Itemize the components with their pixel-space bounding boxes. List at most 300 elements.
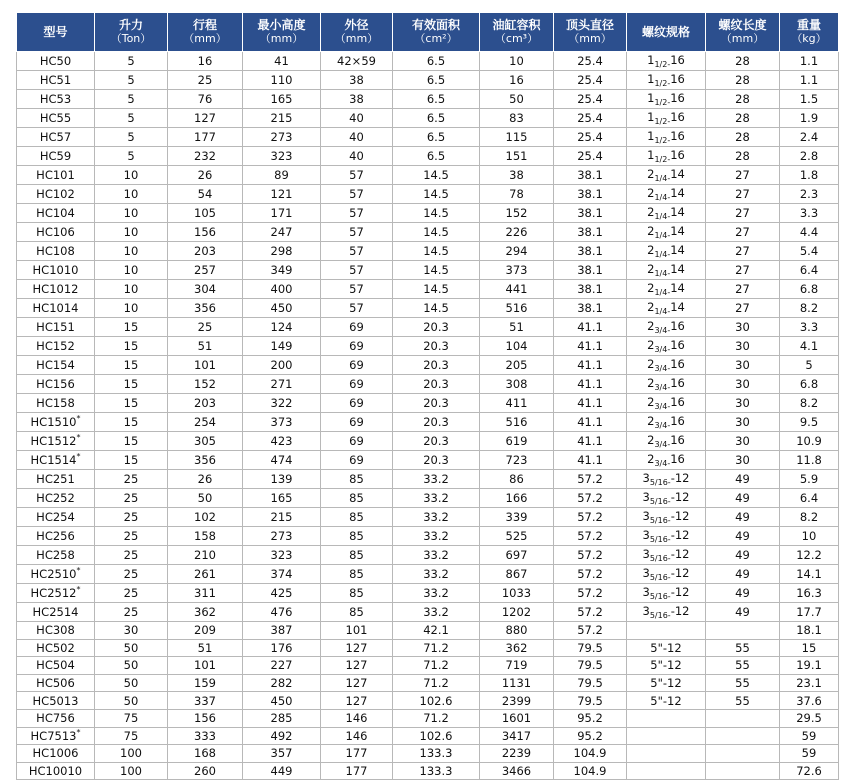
thread-fraction: 3/4- bbox=[654, 364, 671, 373]
cell-thread-spec bbox=[627, 674, 706, 692]
cell-model bbox=[17, 185, 95, 204]
model-text: HC1510 bbox=[30, 415, 77, 429]
cell-weight: 8.2 bbox=[780, 394, 839, 413]
cell-thread-length: 55 bbox=[706, 639, 780, 657]
model-text: HC308 bbox=[36, 623, 75, 638]
cell-head-diameter: 41.1 bbox=[554, 413, 627, 432]
cell-model bbox=[17, 745, 95, 763]
thread-pitch: 16 bbox=[670, 319, 685, 333]
cell-outer-diameter: 85 bbox=[321, 546, 393, 565]
cell-min-height: 298 bbox=[243, 242, 321, 261]
model-text: HC108 bbox=[36, 244, 75, 258]
model-text: HC504 bbox=[36, 658, 75, 673]
header-thread-length bbox=[706, 13, 780, 52]
cell-thread-length: 30 bbox=[706, 318, 780, 337]
cell-thread-length: 27 bbox=[706, 166, 780, 185]
cell-thread-spec bbox=[627, 242, 706, 261]
cell-min-height: 89 bbox=[243, 166, 321, 185]
thread-main: 2 bbox=[647, 205, 655, 219]
thread-fraction: 1/2- bbox=[654, 117, 671, 126]
thread-pitch: 14 bbox=[670, 243, 685, 257]
cell-stroke: 54 bbox=[168, 185, 243, 204]
cylinder-spec-table bbox=[16, 12, 839, 780]
cell-effective-area: 133.3 bbox=[393, 762, 480, 780]
cell-stroke: 16 bbox=[168, 52, 243, 71]
cell-min-height: 323 bbox=[243, 147, 321, 166]
thread-pitch: 14 bbox=[670, 262, 685, 276]
cell-min-height: 215 bbox=[243, 109, 321, 128]
cell-thread-length bbox=[706, 727, 780, 745]
cell-oil-volume: 3417 bbox=[480, 727, 554, 745]
cell-thread-length: 27 bbox=[706, 261, 780, 280]
thread-main: 1 bbox=[647, 129, 655, 143]
model-text: HC1512 bbox=[30, 434, 77, 448]
cell-thread-spec bbox=[627, 375, 706, 394]
cell-stroke: 177 bbox=[168, 128, 243, 147]
cell-capacity: 15 bbox=[95, 394, 168, 413]
cell-model bbox=[17, 223, 95, 242]
cell-capacity: 15 bbox=[95, 432, 168, 451]
thread-fraction: 3/4- bbox=[654, 459, 671, 468]
cell-capacity: 5 bbox=[95, 109, 168, 128]
cell-head-diameter: 104.9 bbox=[554, 745, 627, 763]
cell-thread-spec bbox=[627, 762, 706, 780]
thread-fraction: 1/4- bbox=[654, 307, 671, 316]
cell-capacity: 15 bbox=[95, 375, 168, 394]
cell-min-height: 176 bbox=[243, 639, 321, 657]
cell-effective-area: 6.5 bbox=[393, 109, 480, 128]
cell-stroke: 159 bbox=[168, 674, 243, 692]
cell-weight: 4.1 bbox=[780, 337, 839, 356]
thread-pitch: 16 bbox=[670, 338, 685, 352]
header-oil-volume bbox=[480, 13, 554, 52]
thread-main: 2 bbox=[647, 338, 655, 352]
thread-fraction: 3/4- bbox=[654, 421, 671, 430]
cell-oil-volume: 1601 bbox=[480, 709, 554, 727]
cell-capacity: 10 bbox=[95, 185, 168, 204]
cell-stroke: 101 bbox=[168, 356, 243, 375]
cell-head-diameter: 41.1 bbox=[554, 337, 627, 356]
cell-capacity: 25 bbox=[95, 508, 168, 527]
cell-min-height: 171 bbox=[243, 204, 321, 223]
cell-model bbox=[17, 166, 95, 185]
cell-thread-length: 49 bbox=[706, 508, 780, 527]
cell-capacity: 50 bbox=[95, 639, 168, 657]
cell-head-diameter: 57.2 bbox=[554, 603, 627, 622]
thread-pitch: 14 bbox=[670, 167, 685, 181]
thread-pitch: 16 bbox=[670, 376, 685, 390]
cell-model bbox=[17, 432, 95, 451]
cell-stroke: 76 bbox=[168, 90, 243, 109]
cell-outer-diameter: 69 bbox=[321, 451, 393, 470]
cell-thread-length: 30 bbox=[706, 394, 780, 413]
cell-oil-volume: 516 bbox=[480, 413, 554, 432]
thread-fraction: 3/4- bbox=[654, 326, 671, 335]
cell-weight: 3.3 bbox=[780, 318, 839, 337]
cell-capacity: 10 bbox=[95, 223, 168, 242]
cell-thread-spec bbox=[627, 603, 706, 622]
cell-thread-spec bbox=[627, 413, 706, 432]
header-unit: （cm²） bbox=[414, 32, 458, 45]
cell-thread-spec bbox=[627, 337, 706, 356]
cell-thread-spec bbox=[627, 128, 706, 147]
cell-thread-spec bbox=[627, 166, 706, 185]
model-text: HC756 bbox=[36, 711, 75, 726]
thread-main: 1 bbox=[647, 148, 655, 162]
cell-model bbox=[17, 90, 95, 109]
header-unit: （mm） bbox=[259, 32, 304, 45]
cell-weight: 59 bbox=[780, 745, 839, 763]
cell-model bbox=[17, 337, 95, 356]
cell-weight: 1.1 bbox=[780, 71, 839, 90]
cell-stroke: 25 bbox=[168, 71, 243, 90]
table-row bbox=[17, 128, 839, 147]
cell-model bbox=[17, 584, 95, 603]
cell-model bbox=[17, 603, 95, 622]
cell-min-height: 349 bbox=[243, 261, 321, 280]
cell-thread-length: 49 bbox=[706, 603, 780, 622]
table-row bbox=[17, 527, 839, 546]
cell-weight: 5.9 bbox=[780, 470, 839, 489]
header-label: 型号 bbox=[43, 25, 68, 39]
superscript-mark bbox=[76, 452, 80, 461]
thread-main: 2 bbox=[647, 376, 655, 390]
cell-capacity: 15 bbox=[95, 337, 168, 356]
model-text: HC2512 bbox=[30, 586, 77, 600]
cell-min-height: 273 bbox=[243, 527, 321, 546]
cell-thread-length: 28 bbox=[706, 147, 780, 166]
cell-thread-length: 55 bbox=[706, 657, 780, 675]
cell-head-diameter: 79.5 bbox=[554, 639, 627, 657]
cell-min-height: 476 bbox=[243, 603, 321, 622]
header-stroke bbox=[168, 13, 243, 52]
cell-min-height: 165 bbox=[243, 489, 321, 508]
cell-thread-spec bbox=[627, 185, 706, 204]
model-text: HC57 bbox=[39, 130, 72, 144]
cell-model bbox=[17, 622, 95, 640]
cell-thread-length: 28 bbox=[706, 90, 780, 109]
table-row bbox=[17, 639, 839, 657]
thread-fraction: 1/2- bbox=[654, 155, 671, 164]
cell-weight: 6.4 bbox=[780, 489, 839, 508]
cell-capacity: 30 bbox=[95, 622, 168, 640]
cell-thread-length: 27 bbox=[706, 204, 780, 223]
cell-oil-volume: 78 bbox=[480, 185, 554, 204]
header-unit: （mm） bbox=[183, 32, 227, 45]
thread-pitch: 16 bbox=[670, 53, 685, 67]
header-unit: （mm） bbox=[568, 32, 612, 45]
cell-weight: 1.8 bbox=[780, 166, 839, 185]
cell-effective-area: 14.5 bbox=[393, 242, 480, 261]
model-text: HC1006 bbox=[32, 746, 79, 761]
cell-capacity: 15 bbox=[95, 356, 168, 375]
thread-main: 5"-12 bbox=[650, 693, 682, 708]
cell-head-diameter: 38.1 bbox=[554, 280, 627, 299]
cell-outer-diameter: 69 bbox=[321, 432, 393, 451]
cell-min-height: 149 bbox=[243, 337, 321, 356]
table-row bbox=[17, 546, 839, 565]
cell-effective-area: 33.2 bbox=[393, 565, 480, 584]
model-text: HC55 bbox=[39, 111, 72, 125]
cell-model bbox=[17, 565, 95, 584]
cell-head-diameter: 57.2 bbox=[554, 584, 627, 603]
cell-head-diameter: 38.1 bbox=[554, 242, 627, 261]
cell-capacity: 25 bbox=[95, 546, 168, 565]
cell-model bbox=[17, 280, 95, 299]
cell-thread-length bbox=[706, 709, 780, 727]
superscript-mark bbox=[76, 433, 80, 442]
thread-main: 2 bbox=[647, 224, 655, 238]
cell-min-height: 492 bbox=[243, 727, 321, 745]
cell-outer-diameter: 127 bbox=[321, 657, 393, 675]
header-outer-diameter bbox=[321, 13, 393, 52]
cell-stroke: 50 bbox=[168, 489, 243, 508]
cell-head-diameter: 25.4 bbox=[554, 147, 627, 166]
cell-effective-area: 33.2 bbox=[393, 470, 480, 489]
model-mark: * bbox=[76, 433, 81, 443]
table-row bbox=[17, 52, 839, 71]
cell-outer-diameter: 146 bbox=[321, 727, 393, 745]
cell-oil-volume: 339 bbox=[480, 508, 554, 527]
cell-capacity: 75 bbox=[95, 709, 168, 727]
header-label: 螺纹长度 bbox=[718, 18, 767, 32]
thread-fraction: 1/4- bbox=[654, 250, 671, 259]
cell-weight: 10.9 bbox=[780, 432, 839, 451]
cell-min-height: 357 bbox=[243, 745, 321, 763]
cell-head-diameter: 25.4 bbox=[554, 109, 627, 128]
cell-thread-length: 49 bbox=[706, 527, 780, 546]
cell-head-diameter: 57.2 bbox=[554, 508, 627, 527]
cell-effective-area: 71.2 bbox=[393, 674, 480, 692]
cell-stroke: 26 bbox=[168, 470, 243, 489]
cell-min-height: 41 bbox=[243, 52, 321, 71]
cell-model bbox=[17, 470, 95, 489]
header-weight bbox=[780, 13, 839, 52]
cell-head-diameter: 38.1 bbox=[554, 185, 627, 204]
cell-weight: 8.2 bbox=[780, 299, 839, 318]
header-head-diameter bbox=[554, 13, 627, 52]
cell-oil-volume: 362 bbox=[480, 639, 554, 657]
cell-stroke: 127 bbox=[168, 109, 243, 128]
cell-head-diameter: 41.1 bbox=[554, 451, 627, 470]
thread-main: 2 bbox=[647, 433, 655, 447]
cell-head-diameter: 25.4 bbox=[554, 71, 627, 90]
thread-pitch: -12 bbox=[670, 490, 690, 504]
model-text: HC506 bbox=[36, 676, 75, 691]
header-model bbox=[17, 13, 95, 52]
cell-capacity: 75 bbox=[95, 727, 168, 745]
cell-model bbox=[17, 52, 95, 71]
cell-oil-volume: 50 bbox=[480, 90, 554, 109]
model-mark: * bbox=[76, 414, 81, 424]
header-thread-spec bbox=[627, 13, 706, 52]
cell-min-height: 200 bbox=[243, 356, 321, 375]
cell-outer-diameter: 42×59 bbox=[321, 52, 393, 71]
cell-oil-volume: 2239 bbox=[480, 745, 554, 763]
cell-thread-length bbox=[706, 745, 780, 763]
cell-stroke: 156 bbox=[168, 223, 243, 242]
cell-thread-spec bbox=[627, 546, 706, 565]
cell-effective-area: 33.2 bbox=[393, 584, 480, 603]
cell-capacity: 5 bbox=[95, 147, 168, 166]
cell-effective-area: 102.6 bbox=[393, 692, 480, 710]
cell-capacity: 50 bbox=[95, 674, 168, 692]
cell-oil-volume: 1131 bbox=[480, 674, 554, 692]
header-label: 有效面积 bbox=[411, 18, 460, 32]
cell-stroke: 311 bbox=[168, 584, 243, 603]
thread-main: 2 bbox=[647, 395, 655, 409]
cell-stroke: 101 bbox=[168, 657, 243, 675]
cell-weight: 72.6 bbox=[780, 762, 839, 780]
table-row bbox=[17, 185, 839, 204]
cell-outer-diameter: 146 bbox=[321, 709, 393, 727]
cell-weight: 4.4 bbox=[780, 223, 839, 242]
cell-min-height: 323 bbox=[243, 546, 321, 565]
cell-effective-area: 6.5 bbox=[393, 90, 480, 109]
cell-model bbox=[17, 657, 95, 675]
cell-effective-area: 33.2 bbox=[393, 546, 480, 565]
model-text: HC2510 bbox=[30, 567, 77, 581]
header-label: 顶头直径 bbox=[565, 18, 614, 32]
cell-stroke: 152 bbox=[168, 375, 243, 394]
thread-pitch: 16 bbox=[670, 72, 685, 86]
cell-capacity: 10 bbox=[95, 204, 168, 223]
cell-model bbox=[17, 413, 95, 432]
cell-effective-area: 133.3 bbox=[393, 745, 480, 763]
cell-model bbox=[17, 318, 95, 337]
cell-outer-diameter: 127 bbox=[321, 692, 393, 710]
cell-min-height: 215 bbox=[243, 508, 321, 527]
cell-outer-diameter: 177 bbox=[321, 762, 393, 780]
cell-min-height: 273 bbox=[243, 128, 321, 147]
thread-fraction: 1/2- bbox=[654, 98, 671, 107]
cell-oil-volume: 86 bbox=[480, 470, 554, 489]
cell-oil-volume: 51 bbox=[480, 318, 554, 337]
header-unit: （Ton） bbox=[110, 32, 152, 45]
cell-stroke: 168 bbox=[168, 745, 243, 763]
cell-outer-diameter: 57 bbox=[321, 299, 393, 318]
cell-oil-volume: 226 bbox=[480, 223, 554, 242]
cell-capacity: 10 bbox=[95, 242, 168, 261]
cell-thread-spec bbox=[627, 527, 706, 546]
cell-thread-spec bbox=[627, 727, 706, 745]
cell-outer-diameter: 57 bbox=[321, 185, 393, 204]
cell-model bbox=[17, 674, 95, 692]
cell-oil-volume: 166 bbox=[480, 489, 554, 508]
thread-pitch: 14 bbox=[670, 281, 685, 295]
table-row bbox=[17, 692, 839, 710]
cell-stroke: 260 bbox=[168, 762, 243, 780]
cell-head-diameter: 38.1 bbox=[554, 223, 627, 242]
cell-thread-spec bbox=[627, 204, 706, 223]
cell-stroke: 333 bbox=[168, 727, 243, 745]
cell-effective-area: 14.5 bbox=[393, 166, 480, 185]
cell-head-diameter: 38.1 bbox=[554, 204, 627, 223]
cell-min-height: 271 bbox=[243, 375, 321, 394]
table-row bbox=[17, 603, 839, 622]
cell-capacity: 100 bbox=[95, 745, 168, 763]
cell-outer-diameter: 57 bbox=[321, 242, 393, 261]
cell-weight: 59 bbox=[780, 727, 839, 745]
cell-oil-volume: 373 bbox=[480, 261, 554, 280]
cell-oil-volume: 1202 bbox=[480, 603, 554, 622]
cell-thread-length: 49 bbox=[706, 489, 780, 508]
model-mark: * bbox=[76, 452, 81, 462]
cell-stroke: 257 bbox=[168, 261, 243, 280]
cell-oil-volume: 2399 bbox=[480, 692, 554, 710]
thread-pitch: 16 bbox=[670, 357, 685, 371]
cell-thread-spec bbox=[627, 299, 706, 318]
model-text: HC256 bbox=[36, 529, 75, 543]
thread-pitch: 14 bbox=[670, 224, 685, 238]
cell-head-diameter: 95.2 bbox=[554, 727, 627, 745]
model-mark: * bbox=[76, 728, 81, 738]
cell-head-diameter: 95.2 bbox=[554, 709, 627, 727]
cell-thread-length: 27 bbox=[706, 242, 780, 261]
cell-capacity: 100 bbox=[95, 762, 168, 780]
cell-model bbox=[17, 242, 95, 261]
cell-oil-volume: 104 bbox=[480, 337, 554, 356]
cell-thread-spec bbox=[627, 657, 706, 675]
cell-thread-spec bbox=[627, 508, 706, 527]
header-min-height bbox=[243, 13, 321, 52]
cell-oil-volume: 83 bbox=[480, 109, 554, 128]
table-row bbox=[17, 223, 839, 242]
cell-head-diameter: 104.9 bbox=[554, 762, 627, 780]
cell-effective-area: 14.5 bbox=[393, 185, 480, 204]
cell-effective-area: 71.2 bbox=[393, 709, 480, 727]
cell-head-diameter: 57.2 bbox=[554, 470, 627, 489]
cell-capacity: 10 bbox=[95, 166, 168, 185]
header-label: 升力 bbox=[118, 18, 143, 32]
model-text: HC2514 bbox=[32, 605, 79, 619]
cell-stroke: 203 bbox=[168, 242, 243, 261]
cell-thread-length: 30 bbox=[706, 432, 780, 451]
cell-head-diameter: 79.5 bbox=[554, 692, 627, 710]
thread-main: 3 bbox=[642, 509, 650, 523]
cell-weight: 9.5 bbox=[780, 413, 839, 432]
cell-effective-area: 71.2 bbox=[393, 657, 480, 675]
cell-weight: 6.8 bbox=[780, 280, 839, 299]
cell-thread-spec bbox=[627, 639, 706, 657]
cell-thread-spec bbox=[627, 52, 706, 71]
thread-pitch: 16 bbox=[670, 433, 685, 447]
thread-fraction: 3/4- bbox=[654, 383, 671, 392]
cell-outer-diameter: 57 bbox=[321, 204, 393, 223]
cell-thread-spec bbox=[627, 90, 706, 109]
cell-stroke: 337 bbox=[168, 692, 243, 710]
cell-thread-length: 30 bbox=[706, 356, 780, 375]
cell-oil-volume: 152 bbox=[480, 204, 554, 223]
table-row bbox=[17, 356, 839, 375]
thread-main: 2 bbox=[647, 452, 655, 466]
thread-pitch: -12 bbox=[670, 566, 690, 580]
spec-table-container bbox=[16, 12, 838, 780]
cell-effective-area: 71.2 bbox=[393, 639, 480, 657]
cell-head-diameter: 57.2 bbox=[554, 546, 627, 565]
thread-pitch: -12 bbox=[670, 585, 690, 599]
cell-head-diameter: 79.5 bbox=[554, 657, 627, 675]
cell-outer-diameter: 69 bbox=[321, 375, 393, 394]
cell-effective-area: 6.5 bbox=[393, 52, 480, 71]
table-row bbox=[17, 90, 839, 109]
header-unit: （cm³） bbox=[494, 32, 539, 45]
cell-oil-volume: 697 bbox=[480, 546, 554, 565]
thread-pitch: 16 bbox=[670, 452, 685, 466]
cell-min-height: 124 bbox=[243, 318, 321, 337]
table-row bbox=[17, 470, 839, 489]
cell-capacity: 25 bbox=[95, 489, 168, 508]
